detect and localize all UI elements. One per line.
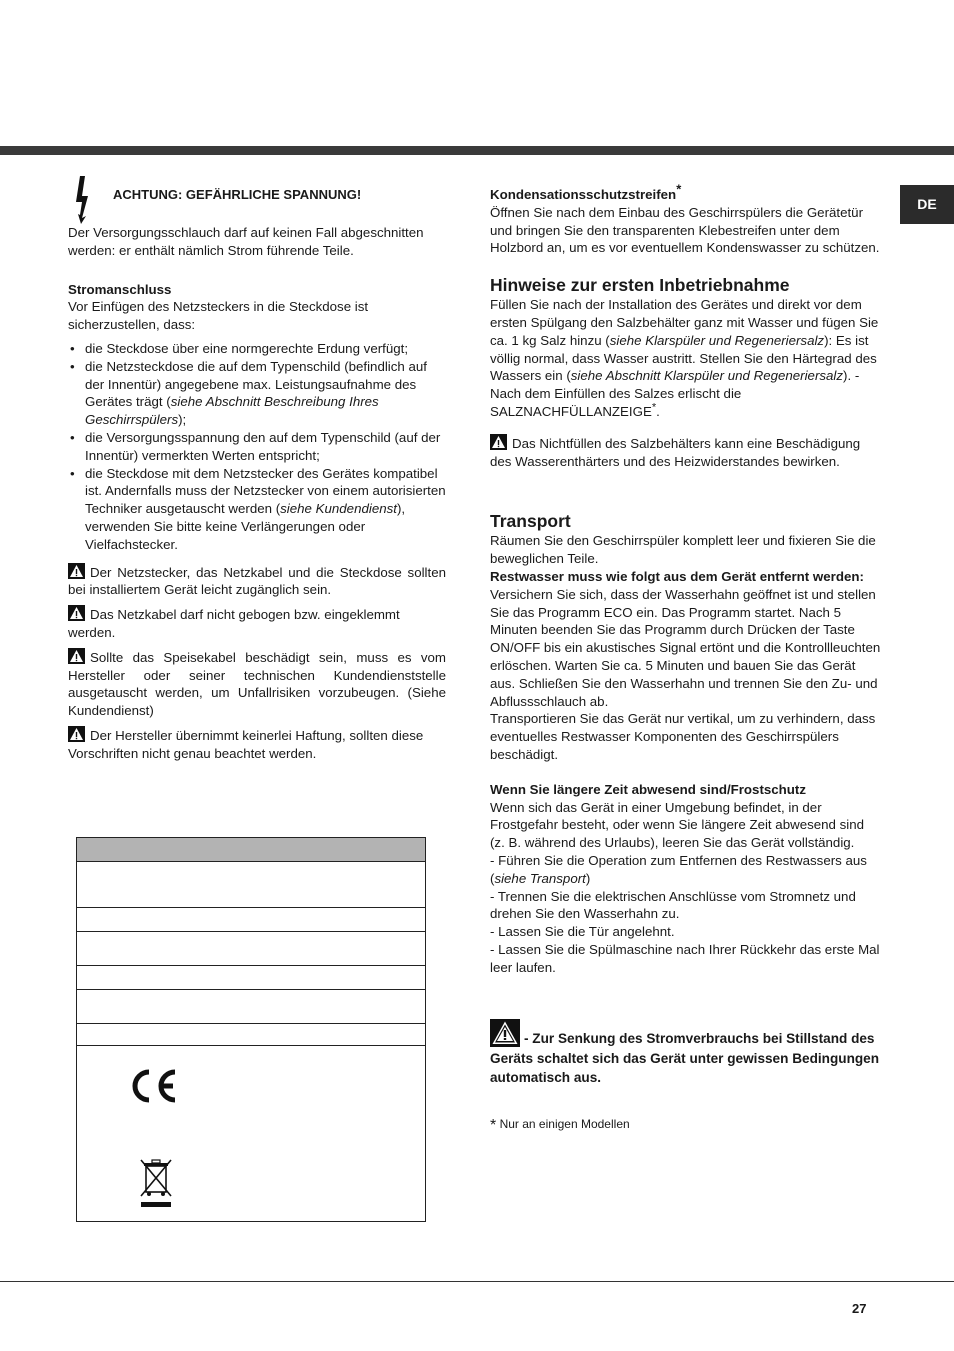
warning-icon [490, 434, 507, 450]
left-column [68, 176, 446, 763]
weee-bin-icon [139, 1158, 173, 1210]
transport-steps: Versichern Sie sich, dass der Wasserhahn geöffnet ist und stellen Sie das Programm ECO ein. Das Programm startet. Nach 5 Minuten beenden Sie das Programm durch Drücken der Taste ON/OFF bis ein akustisches Signal ertönt und die Kontrollleuchten erlöschen. Warten Sie ca. 5 Minuten und bauen Sie das Gerät aus. Schließen Sie den Wasserhahn und trennen Sie den Zu- und Abflussschlauch ab. [490, 586, 881, 709]
first-use-title: Hinweise zur ersten Inbetriebnahme [490, 275, 790, 296]
transport-title: Transport [490, 511, 571, 532]
power-title: Stromanschluss [68, 281, 172, 297]
condensation-title: Kondensationsschutzstreifen* [490, 181, 682, 202]
list-item: • die Netzsteckdose die auf dem Typenschild (befindlich auf der Innentür) angegebene max. Leistungsaufnahme des Gerätes trägt (siehe Abschnitt Beschreibung Ihres Geschirrspülers); [70, 358, 427, 428]
footnote: * Nur an einigen Modellen [490, 1116, 630, 1134]
transport-bold: Restwasser muss wie folgt aus dem Gerät entfernt werden: [490, 568, 864, 584]
lightning-icon [71, 176, 93, 224]
footer-rule [0, 1281, 954, 1282]
list-item: • die Steckdose über eine normgerechte Erdung verfügt; [70, 340, 409, 356]
warning-icon [490, 1019, 520, 1047]
list-item: • die Steckdose mit dem Netzstecker des Gerätes kompatibel ist. Andernfalls muss der Netzstecker von einem autorisierten Techniker ausgetauscht werden (siehe Kundendienst), verwenden Sie bitte keine Verlängerungen oder Vielfachstecker. [70, 465, 446, 552]
frost-step: - Lassen Sie die Spülmaschine nach Ihrer Rückkehr das erste Mal leer laufen. [490, 941, 880, 975]
warning-icon [68, 726, 85, 742]
warning-icon [68, 648, 85, 664]
danger-title: ACHTUNG: GEFÄHRLICHE SPANNUNG! [113, 187, 362, 202]
ce-mark-icon [127, 1066, 179, 1106]
table-row [77, 908, 425, 932]
warning-icon [68, 563, 85, 579]
list-item: • die Versorgungsspannung den auf dem Typenschild (auf der Innentür) vermerkten Werten entspricht; [70, 429, 441, 463]
product-data-table [76, 837, 426, 1222]
table-header [77, 838, 425, 862]
table-row [77, 932, 425, 966]
table-row [77, 966, 425, 990]
warning-note: Der Hersteller übernimmt keinerlei Haftung, sollten diese Vorschriften nicht genau beachtet werden. [68, 727, 424, 761]
power-intro: Vor Einfügen des Netzsteckers in die Steckdose ist sicherzustellen, dass: [68, 299, 369, 333]
condensation-text: Öffnen Sie nach dem Einbau des Geschirrspülers die Gerätetür und bringen Sie den transparenten Klebestreifen unter dem Holzbord an, um es vor eventuellem Kondenswasser zu schützen. [490, 204, 880, 256]
warning-note: Der Netzstecker, das Netzkabel und die Steckdose sollten bei installiertem Gerät leicht zugänglich sein. [68, 564, 446, 598]
salt-warning: Das Nichtfüllen des Salzbehälters kann eine Beschädigung des Wasserenthärters und des Heizwiderstandes bewirken. [490, 435, 861, 469]
frost-text: Wenn sich das Gerät in einer Umgebung befindet, in der Frostgefahr besteht, oder wenn Sie längere Zeit abwesend sind (z. B. während des Urlaubs), leeren Sie das Gerät vollständig. [490, 799, 865, 851]
first-use-text: Füllen Sie nach der Installation des Gerätes und direkt vor dem ersten Spülgang den Salzbehälter ganz mit Wasser und fügen Sie ca. 1 kg Salz hinzu (siehe Klarspüler und Regeneriersalz): Es ist völlig normal, dass Wasser austritt. Stellen Sie den Härtegrad des Wassers ein (siehe Abschnitt Klarspüler und Regeneriersalz). - Nach dem Einfüllen des Salzes erlischt die SALZNACHFÜLLANZEIGE*. [490, 297, 879, 419]
header-bar [0, 146, 954, 155]
energy-note: - Zur Senkung des Stromverbrauchs bei Stillstand des Geräts schaltet sich das Gerät unter gewissen Bedingungen automatisch aus. [490, 1019, 882, 1088]
power-checklist [68, 340, 446, 554]
frost-step: - Trennen Sie die elektrischen Anschlüsse vom Stromnetz und drehen Sie den Wasserhahn zu. [490, 888, 856, 922]
transport-text: Räumen Sie den Geschirrspüler komplett leer und fixieren Sie die beweglichen Teile. [490, 533, 876, 567]
warning-icon [68, 605, 85, 621]
frost-step: - Lassen Sie die Tür angelehnt. [490, 924, 675, 940]
warning-note: Sollte das Speisekabel beschädigt sein, muss es vom Hersteller oder seiner technischen Kundendienststelle ausgetauscht werden, um Unfallrisiken vorzubeugen. (Siehe Kundendienst) [68, 649, 446, 719]
table-row [77, 1024, 425, 1046]
frost-step: - Führen Sie die Operation zum Entfernen des Restwassers aus (siehe Transport) [490, 852, 867, 886]
frost-title: Wenn Sie längere Zeit abwesend sind/Frostschutz [490, 781, 806, 797]
right-column [490, 181, 882, 1135]
transport-note: Transportieren Sie das Gerät nur vertikal, um zu verhindern, dass eventuelles Restwasser Komponenten des Geschirrspülers beschädigt. [490, 711, 876, 762]
danger-text: Der Versorgungsschlauch darf auf keinen Fall abgeschnitten werden: er enthält nämlich Strom führende Teile. [68, 225, 424, 258]
table-row [77, 990, 425, 1024]
page-number: 27 [852, 1301, 867, 1316]
table-row [77, 862, 425, 908]
warning-note: Das Netzkabel darf nicht gebogen bzw. eingeklemmt werden. [68, 607, 400, 640]
language-badge: DE [900, 185, 954, 224]
